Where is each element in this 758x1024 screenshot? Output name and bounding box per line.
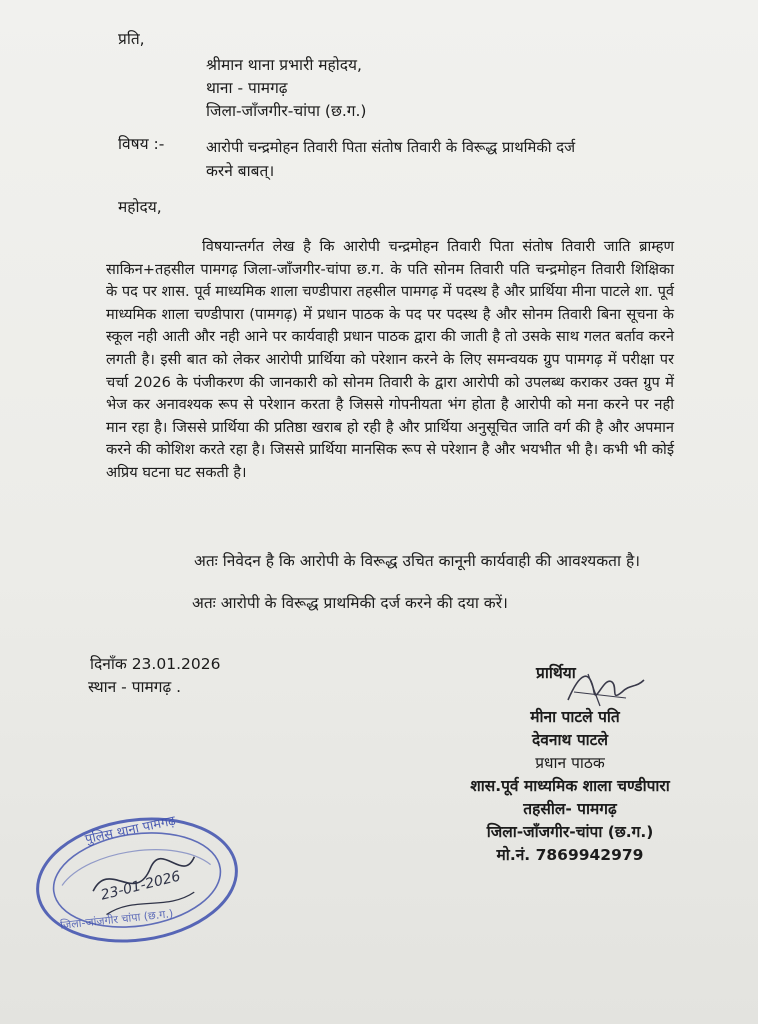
subject-line-1: आरोपी चन्द्रमोहन तिवारी पिता संतोष तिवारी के विरूद्ध प्राथमिकी दर्ज — [206, 139, 576, 156]
stamp-bottom-text: जिला-जांजगीर चांपा (छ.ग.) — [59, 907, 174, 932]
body-paragraph: विषयान्तर्गत लेख है कि आरोपी चन्द्रमोहन तिवारी पिता संतोष तिवारी जाति ब्राम्हण साकिन+तहसील पामगढ़ जिला-जाँजगीर-चांपा छ.ग. के पति सोनम तिवारी पति चन्द्रमोहन तिवारी शिक्षिका के पद पर शास. पूर्व माध्यमिक शाला चण्डीपारा तहसील पामगढ़ में पदस्थ है और प्रार्थिया मीना पाटले शा. पूर्व माध्यमिक शाला चण्डीपारा (पामगढ़) में प्रधान पाठक के पद पर पदस्थ है और सोनम तिवारी बिना सूचना के स्कूल नही आती और नही आने पर कार्यवाही प्रधान पाठक द्वारा की जाती है तो उसके साथ गलत बर्ताव करने लगती है। इसी बात को लेकर आरोपी प्रार्थिया को परेशान करने के लिए समन्वयक ग्रुप पामगढ़ में परीक्षा पर चर्चा 2026 के पंजीकरण की जानकारी को सोनम तिवारी के द्वारा आरोपी को उपलब्ध कराकर उक्त ग्रुप में भेज कर अनावश्यक रूप से परेशान करता है जिससे गोपनीयता भंग होता है आरोपी को मना करने पर नही मान रहा है। जिससे प्रार्थिया की प्रतिष्ठा खराब हो रही है और प्रार्थिया अनुसूचित जाति वर्ग की है और अपमान करने की कोशिश करते रहा है। जिससे प्रार्थिया मानसिक रूप से परेशान है और भयभीत भी है। कभी भी कोई अप्रिय घटना घट सकती है। — [106, 238, 674, 481]
signatory-district: जिला-जाँजगीर-चांपा (छ.ग.) — [486, 823, 654, 841]
applicant-label: प्रार्थिया — [536, 664, 576, 682]
letter-date: दिनाँक 23.01.2026 — [90, 655, 221, 673]
closing-line: अतः आरोपी के विरूद्ध प्राथमिकी दर्ज करने की दया करें। — [192, 594, 508, 612]
signatory-school: शास.पूर्व माध्यमिक शाला चण्डीपारा — [470, 777, 670, 795]
addressee-line-2: थाना - पामगढ़ — [206, 79, 288, 97]
greeting: महोदय, — [118, 198, 162, 216]
salutation-to: प्रति, — [118, 30, 145, 48]
signatory-block — [420, 706, 720, 867]
signature-scribble — [560, 662, 650, 712]
addressee-line-1: श्रीमान थाना प्रभारी महोदय, — [206, 56, 362, 74]
addressee-line-3: जिला-जाँजगीर-चांपा (छ.ग.) — [206, 102, 367, 120]
letter-place: स्थान - पामगढ़ . — [88, 678, 182, 696]
request-paragraph: अतः निवेदन है कि आरोपी के विरूद्ध उचित कानूनी कार्यवाही की आवश्यकता है। — [194, 552, 641, 570]
subject-line-2: करने बाबत्। — [206, 162, 275, 180]
signatory-husband: देवनाथ पाटले — [532, 731, 608, 749]
subject-label: विषय :- — [118, 135, 165, 153]
stamp-top-text: पुलिस थाना पामगढ़ — [83, 813, 177, 848]
signatory-mobile: मो.नं. 7869942979 — [496, 846, 644, 864]
signatory-tehsil: तहसील- पामगढ़ — [523, 800, 617, 818]
stamp-handwritten-date: 23-01-2026 — [99, 868, 183, 904]
signatory-designation: प्रधान पाठक — [535, 754, 605, 772]
signatory-name: मीना पाटले पति — [530, 708, 620, 726]
